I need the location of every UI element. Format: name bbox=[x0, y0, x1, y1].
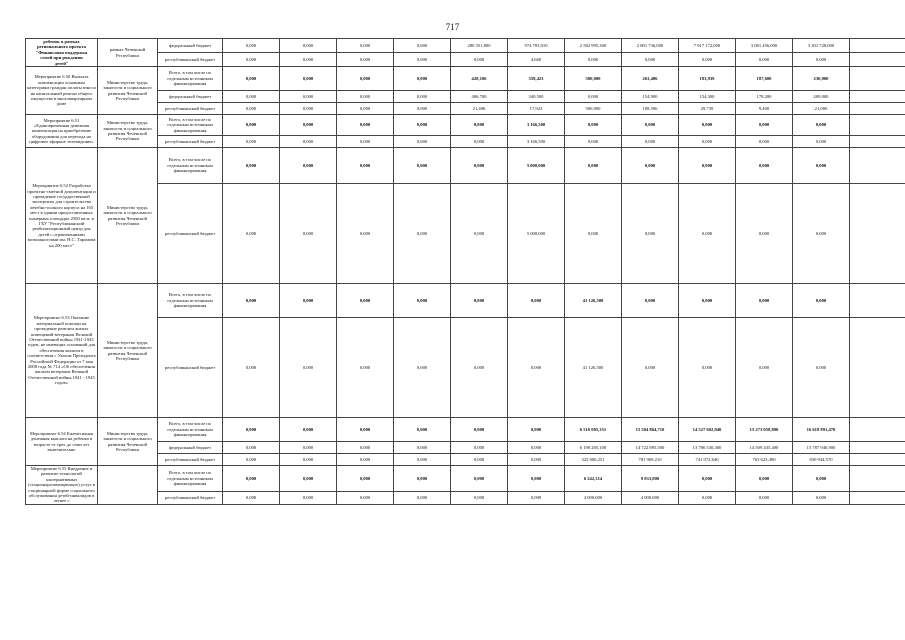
amount-cell: 14 509 435,400 bbox=[736, 442, 793, 454]
amount-cell: 21,000 bbox=[793, 103, 850, 115]
amount-cell: 0,000 bbox=[337, 53, 394, 67]
executor-cell: рамках Чеченской Республики bbox=[98, 39, 158, 67]
measure-cell: Мероприятие 6.55 Внедрение и развитие технологий альтернативных (стационарозамещающих) услуг в стационарной форме социального обслуживания детей-инвалидов в летнее с bbox=[26, 466, 98, 505]
amount-cell: 428,106 bbox=[451, 67, 508, 91]
amount-cell: 0,000 bbox=[223, 442, 280, 454]
funding-source-cell: республиканский бюджет bbox=[158, 103, 223, 115]
amount-cell: 0,000 bbox=[451, 442, 508, 454]
amount-cell: 406,700 bbox=[451, 91, 508, 103]
amount-cell: 0,000 bbox=[394, 115, 451, 136]
amount-cell: 0,000 bbox=[508, 318, 565, 418]
amount-cell: 0,000 bbox=[223, 53, 280, 67]
table-row bbox=[26, 491, 905, 504]
table-body bbox=[26, 39, 905, 505]
funding-source-cell: республиканский бюджет bbox=[158, 184, 223, 284]
measure-cell: Мероприятие 6.53 Оказание материальной помощи на проведение ремонта жилых помещений ветеранам Великой Отечественной войны 1941-1945 годов, не имеющих оснований для обеспечения жильем в соответствии с Указом Президента Российской Федерации от 7 мая 2008 года № 714 «Об обеспечении жильем ветеранов Великой Отечественной войны 1941 - 1945 годов» bbox=[26, 284, 98, 418]
amount-cell: 0,000 bbox=[508, 466, 565, 492]
amount-cell: 781 969,210 bbox=[622, 454, 679, 466]
amount-cell: 0,000 bbox=[280, 466, 337, 492]
amount-cell: 0,000 bbox=[280, 491, 337, 504]
amount-cell bbox=[850, 442, 905, 454]
amount-cell: 830 944,570 bbox=[793, 454, 850, 466]
amount-cell bbox=[850, 148, 905, 184]
executor-cell: Министерство труда, занятости и социального развития Чеченской Республики bbox=[98, 115, 158, 148]
amount-cell: 0,000 bbox=[280, 454, 337, 466]
amount-cell: 0,000 bbox=[223, 67, 280, 91]
amount-cell: 0,000 bbox=[337, 115, 394, 136]
amount-cell bbox=[850, 67, 905, 91]
amount-cell: 0,000 bbox=[736, 115, 793, 136]
amount-cell: 0,000 bbox=[223, 491, 280, 504]
amount-cell: 6 190 205,100 bbox=[565, 442, 622, 454]
amount-cell: 0,000 bbox=[223, 115, 280, 136]
amount-cell: 41 126,500 bbox=[565, 284, 622, 318]
amount-cell: 6 516 005,351 bbox=[565, 418, 622, 442]
amount-cell: 0,000 bbox=[565, 148, 622, 184]
table-row bbox=[26, 53, 905, 67]
table-row bbox=[26, 442, 905, 454]
amount-cell bbox=[850, 418, 905, 442]
amount-cell bbox=[850, 184, 905, 284]
amount-cell: 0,000 bbox=[736, 184, 793, 284]
amount-cell: 0,000 bbox=[736, 284, 793, 318]
amount-cell: 9,400 bbox=[736, 103, 793, 115]
amount-cell: 0,000 bbox=[622, 284, 679, 318]
executor-cell: Министерство труда, занятости и социального развития Чеченской Республики bbox=[98, 67, 158, 115]
amount-cell: 0,000 bbox=[451, 418, 508, 442]
amount-cell: 0,000 bbox=[280, 103, 337, 115]
amount-cell: 0,000 bbox=[565, 136, 622, 148]
measure-cell bbox=[26, 39, 98, 67]
amount-cell: 0,000 bbox=[793, 284, 850, 318]
amount-cell: 0,000 bbox=[280, 442, 337, 454]
amount-cell: 325 800,251 bbox=[565, 454, 622, 466]
table-row bbox=[26, 466, 905, 492]
amount-cell: 0,000 bbox=[622, 136, 679, 148]
amount-cell: 0,000 bbox=[223, 103, 280, 115]
measure-line: семей при рождении bbox=[40, 55, 83, 61]
amount-cell: 183,939 bbox=[679, 67, 736, 91]
amount-cell: 0,000 bbox=[565, 91, 622, 103]
amount-cell: 0,000 bbox=[337, 39, 394, 53]
amount-cell: 13 786 530,300 bbox=[679, 442, 736, 454]
amount-cell bbox=[850, 318, 905, 418]
amount-cell: 0,000 bbox=[679, 184, 736, 284]
amount-cell: 0,000 bbox=[565, 115, 622, 136]
amount-cell: 0,000 bbox=[793, 466, 850, 492]
amount-cell: 0,000 bbox=[793, 491, 850, 504]
table-row bbox=[26, 91, 905, 103]
amount-cell: 0,000 bbox=[394, 454, 451, 466]
table-row bbox=[26, 115, 905, 136]
amount-cell: 0,000 bbox=[793, 136, 850, 148]
amount-cell: 0,000 bbox=[337, 184, 394, 284]
amount-cell: 358,423 bbox=[508, 67, 565, 91]
amount-cell: 0,000 bbox=[280, 115, 337, 136]
amount-cell: 500,000 bbox=[565, 67, 622, 91]
amount-cell: 14 527 602,940 bbox=[679, 418, 736, 442]
amount-cell: 763 623,490 bbox=[736, 454, 793, 466]
table-row bbox=[26, 67, 905, 91]
amount-cell: 0,000 bbox=[679, 284, 736, 318]
amount-cell: 0,000 bbox=[736, 53, 793, 67]
amount-cell: 0,000 bbox=[679, 136, 736, 148]
amount-cell: 0,000 bbox=[622, 184, 679, 284]
table-row bbox=[26, 148, 905, 184]
amount-cell: 0,000 bbox=[736, 136, 793, 148]
amount-cell: 0,000 bbox=[451, 136, 508, 148]
amount-cell: 0,000 bbox=[337, 454, 394, 466]
amount-cell: 2 582 995,300 bbox=[565, 39, 622, 53]
amount-cell: 230,000 bbox=[793, 67, 850, 91]
amount-cell: 0,000 bbox=[223, 284, 280, 318]
amount-cell: 0,000 bbox=[394, 184, 451, 284]
amount-cell: 0,000 bbox=[736, 491, 793, 504]
table-row bbox=[26, 418, 905, 442]
amount-cell: 0,000 bbox=[394, 491, 451, 504]
amount-cell: 0,000 bbox=[280, 67, 337, 91]
amount-cell: 0,000 bbox=[679, 318, 736, 418]
amount-cell: 0,000 bbox=[394, 466, 451, 492]
amount-cell: 0,000 bbox=[565, 53, 622, 67]
amount-cell: 178,200 bbox=[736, 91, 793, 103]
amount-cell: 17,923 bbox=[508, 103, 565, 115]
amount-cell: 0,000 bbox=[280, 91, 337, 103]
amount-cell bbox=[850, 103, 905, 115]
amount-cell: 187,600 bbox=[736, 67, 793, 91]
amount-cell: 0,000 bbox=[223, 91, 280, 103]
amount-cell: 0,000 bbox=[679, 148, 736, 184]
amount-cell: 15 273 058,890 bbox=[736, 418, 793, 442]
measure-cell: Мероприятие 6.51 «Единовременная денежная компенсация на приобретение оборудования для перехода на цифровое эфирное телевидение» bbox=[26, 115, 98, 148]
amount-cell: 0,000 bbox=[508, 454, 565, 466]
amount-cell: 0,000 bbox=[451, 454, 508, 466]
amount-cell: 0,000 bbox=[337, 418, 394, 442]
amount-cell: 0,000 bbox=[736, 148, 793, 184]
amount-cell: 3 081 456,000 bbox=[736, 39, 793, 53]
funding-source-cell: федеральный бюджет bbox=[158, 91, 223, 103]
amount-cell: 0,000 bbox=[451, 284, 508, 318]
amount-cell: 0,000 bbox=[793, 318, 850, 418]
funding-source-cell: республиканский бюджет bbox=[158, 491, 223, 504]
amount-cell: 0,000 bbox=[565, 184, 622, 284]
amount-cell: 0,000 bbox=[223, 136, 280, 148]
amount-cell: 0,000 bbox=[337, 491, 394, 504]
amount-cell: 0,000 bbox=[394, 442, 451, 454]
amount-cell: 0,000 bbox=[622, 318, 679, 418]
amount-cell: 9 033,800 bbox=[622, 466, 679, 492]
amount-cell: 0,000 bbox=[793, 115, 850, 136]
funding-source-cell: Всего, в том числе по отдельным источникам финансирования bbox=[158, 466, 223, 492]
amount-cell: 0,000 bbox=[451, 491, 508, 504]
amount-cell: 0,000 bbox=[223, 148, 280, 184]
amount-cell: 0,000 bbox=[337, 103, 394, 115]
amount-cell: 0,000 bbox=[679, 466, 736, 492]
measure-cell: Мероприятие 6.54 Ежемесячная денежная выплата на ребенка в возрасте от трех до семи лет включительно bbox=[26, 418, 98, 466]
funding-source-cell: республиканский бюджет bbox=[158, 318, 223, 418]
amount-cell: 0,000 bbox=[280, 53, 337, 67]
amount-cell: 0,000 bbox=[679, 491, 736, 504]
amount-cell: 0,000 bbox=[394, 136, 451, 148]
amount-cell: 0,000 bbox=[223, 318, 280, 418]
amount-cell: 0,000 bbox=[337, 148, 394, 184]
amount-cell bbox=[850, 91, 905, 103]
amount-cell: 0,000 bbox=[622, 148, 679, 184]
measure-line: ребенок в рамках bbox=[43, 39, 80, 44]
amount-cell: 209,000 bbox=[793, 91, 850, 103]
table-row bbox=[26, 184, 905, 284]
funding-source-cell: Всего, в том числе по отдельным источникам финансирования bbox=[158, 284, 223, 318]
funding-source-cell: Всего, в том числе по отдельным источникам финансирования bbox=[158, 115, 223, 136]
amount-cell: 0,000 bbox=[337, 318, 394, 418]
funding-source-cell: федеральный бюджет bbox=[158, 442, 223, 454]
amount-cell: 0,000 bbox=[451, 466, 508, 492]
amount-cell: 0,000 bbox=[508, 284, 565, 318]
funding-source-cell: Всего, в том числе по отдельным источникам финансирования bbox=[158, 148, 223, 184]
amount-cell: 4,660 bbox=[508, 53, 565, 67]
table-row bbox=[26, 136, 905, 148]
amount-cell: 500,000 bbox=[565, 103, 622, 115]
amount-cell: 0,000 bbox=[394, 418, 451, 442]
table-row bbox=[26, 103, 905, 115]
funding-source-cell: республиканский бюджет bbox=[158, 136, 223, 148]
amount-cell: 15 787 946,900 bbox=[793, 442, 850, 454]
amount-cell: 0,000 bbox=[793, 184, 850, 284]
funding-source-cell: федеральный бюджет bbox=[158, 39, 223, 53]
amount-cell: 0,000 bbox=[394, 318, 451, 418]
amount-cell: 0,000 bbox=[337, 136, 394, 148]
amount-cell: 0,000 bbox=[394, 103, 451, 115]
measure-line: "Финансовая поддержка bbox=[35, 49, 88, 55]
amount-cell: 0,000 bbox=[394, 91, 451, 103]
amount-cell: 0,000 bbox=[337, 466, 394, 492]
amount-cell: 0,000 bbox=[793, 53, 850, 67]
amount-cell: 0,000 bbox=[223, 184, 280, 284]
amount-cell: 974 783,910 bbox=[508, 39, 565, 53]
amount-cell: 280 351,800 bbox=[451, 39, 508, 53]
amount-cell: 5 000,000 bbox=[508, 148, 565, 184]
amount-cell: 0,000 bbox=[337, 284, 394, 318]
amount-cell: 0,000 bbox=[337, 67, 394, 91]
amount-cell: 0,000 bbox=[280, 39, 337, 53]
amount-cell: 0,000 bbox=[451, 148, 508, 184]
amount-cell: 0,000 bbox=[451, 318, 508, 418]
amount-cell: 21,406 bbox=[451, 103, 508, 115]
table-row bbox=[26, 39, 905, 53]
amount-cell bbox=[850, 53, 905, 67]
executor-cell: Министерство труда, занятости и социального развития Чеченской Республики bbox=[98, 418, 158, 466]
amount-cell bbox=[850, 491, 905, 504]
amount-cell: 741 072,640 bbox=[679, 454, 736, 466]
amount-cell: 0,000 bbox=[223, 418, 280, 442]
executor-cell bbox=[98, 466, 158, 505]
amount-cell: 0,000 bbox=[736, 466, 793, 492]
amount-cell: 0,000 bbox=[508, 491, 565, 504]
amount-cell bbox=[850, 284, 905, 318]
table-row bbox=[26, 284, 905, 318]
amount-cell: 0,000 bbox=[280, 418, 337, 442]
amount-cell: 154,900 bbox=[622, 91, 679, 103]
amount-cell bbox=[850, 115, 905, 136]
amount-cell: 0,000 bbox=[622, 53, 679, 67]
amount-cell: 14 722 895,500 bbox=[622, 442, 679, 454]
amount-cell: 0,000 bbox=[280, 136, 337, 148]
funding-source-cell: республиканский бюджет bbox=[158, 454, 223, 466]
amount-cell bbox=[850, 466, 905, 492]
amount-cell: 2 801 736,000 bbox=[622, 39, 679, 53]
amount-cell: 7 917 172,000 bbox=[679, 39, 736, 53]
amount-cell bbox=[850, 136, 905, 148]
amount-cell: 0,000 bbox=[679, 53, 736, 67]
funding-source-cell: Всего, в том числе по отдельным источникам финансирования bbox=[158, 67, 223, 91]
amount-cell bbox=[850, 454, 905, 466]
amount-cell: 0,000 bbox=[508, 418, 565, 442]
amount-cell: 6 242,314 bbox=[565, 466, 622, 492]
executor-cell: Министерство труда, занятости и социального развития Чеченской Республики bbox=[98, 284, 158, 418]
amount-cell: 0,000 bbox=[337, 91, 394, 103]
amount-cell: 3 166,500 bbox=[508, 115, 565, 136]
amount-cell: 0,000 bbox=[394, 148, 451, 184]
amount-cell: 0,000 bbox=[223, 454, 280, 466]
executor-cell: Министерство труда, занятости и социального развития Чеченской Республики bbox=[98, 148, 158, 284]
amount-cell: 0,000 bbox=[679, 115, 736, 136]
amount-cell: 0,000 bbox=[394, 67, 451, 91]
amount-cell: 4 000,000 bbox=[622, 491, 679, 504]
amount-cell: 0,000 bbox=[622, 115, 679, 136]
amount-cell: 29,739 bbox=[679, 103, 736, 115]
amount-cell: 16 618 891,470 bbox=[793, 418, 850, 442]
amount-cell: 0,000 bbox=[736, 318, 793, 418]
amount-cell: 263,406 bbox=[622, 67, 679, 91]
amount-cell bbox=[850, 39, 905, 53]
amount-cell: 0,000 bbox=[337, 442, 394, 454]
amount-cell: 15 504 864,710 bbox=[622, 418, 679, 442]
amount-cell: 0,000 bbox=[280, 284, 337, 318]
amount-cell: 0,000 bbox=[223, 466, 280, 492]
amount-cell: 3 301 728,000 bbox=[793, 39, 850, 53]
amount-cell: 0,000 bbox=[223, 39, 280, 53]
amount-cell: 154,300 bbox=[679, 91, 736, 103]
amount-cell: 0,000 bbox=[451, 184, 508, 284]
amount-cell: 108,506 bbox=[622, 103, 679, 115]
amount-cell: 41 126,500 bbox=[565, 318, 622, 418]
program-financing-table bbox=[25, 38, 905, 505]
amount-cell: 0,000 bbox=[508, 442, 565, 454]
measure-line: детей" bbox=[54, 60, 69, 66]
amount-cell: 340,500 bbox=[508, 91, 565, 103]
measure-line: регионального проекта bbox=[37, 44, 86, 50]
amount-cell: 0,000 bbox=[394, 53, 451, 67]
amount-cell: 0,000 bbox=[394, 284, 451, 318]
amount-cell: 0,000 bbox=[793, 148, 850, 184]
amount-cell: 0,000 bbox=[280, 148, 337, 184]
measure-cell: Мероприятие 6.52 Разработка проектно-сметной документации и проведение государственной экспертизы для строительства лечебно-полного корпуса на 165 мест в здании предоставленных номерных площадях 2500 кв.м. в ГБУ "Республиканский реабилитационный центр для детей с ограниченными возможностями им. Н.С. Тарамова на 200 мест" bbox=[26, 148, 98, 284]
table-row bbox=[26, 454, 905, 466]
amount-cell: 0,000 bbox=[451, 53, 508, 67]
funding-source-cell: Всего, в том числе по отдельным источникам финансирования bbox=[158, 418, 223, 442]
amount-cell: 2 000,000 bbox=[565, 491, 622, 504]
amount-cell: 3 166,500 bbox=[508, 136, 565, 148]
table-row bbox=[26, 318, 905, 418]
funding-source-cell: республиканский бюджет bbox=[158, 53, 223, 67]
measure-cell: Мероприятие 6.50 Выплата компенсации основным категориям граждан оплаты взноса на капитальный ремонт общего имущества в многоквартирном доме bbox=[26, 67, 98, 115]
page-number: 717 bbox=[445, 22, 460, 32]
amount-cell: 5 000,000 bbox=[508, 184, 565, 284]
amount-cell: 0,000 bbox=[280, 184, 337, 284]
amount-cell: 0,000 bbox=[451, 115, 508, 136]
amount-cell: 0,000 bbox=[280, 318, 337, 418]
amount-cell: 0,000 bbox=[394, 39, 451, 53]
